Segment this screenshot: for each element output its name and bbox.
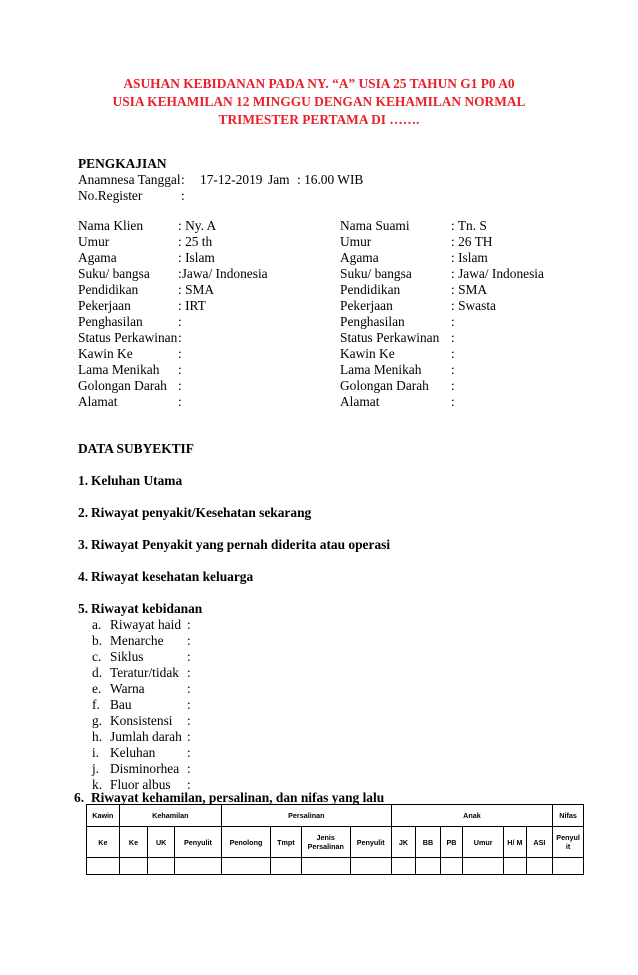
identity-label: Pekerjaan [78, 298, 131, 313]
identity-value: : [178, 378, 182, 393]
sub-item-letter: e. [92, 681, 102, 696]
header-jk: JK [391, 827, 416, 858]
identity-label: Status Perkawinan [78, 330, 178, 345]
header-penolong: Penolong [221, 827, 270, 858]
identity-label: Golongan Darah [340, 378, 429, 393]
section-riwayat-kebidanan: Riwayat kebidanan [91, 601, 203, 616]
section-riwayat-penyakit: Riwayat Penyakit yang pernah diderita atau operasi [91, 537, 391, 552]
identity-value: : Swasta [451, 298, 497, 313]
header-umur: Umur [463, 827, 504, 858]
header-nifas: Nifas [553, 805, 584, 827]
identity-value: : Islam [451, 250, 488, 265]
sub-item-label: Warna [110, 681, 145, 696]
identity-label: Status Perkawinan [340, 330, 440, 345]
identity-value: : [178, 314, 182, 329]
identity-label: Umur [340, 234, 372, 249]
identity-label: Lama Menikah [78, 362, 160, 377]
identity-label: Nama Suami [340, 218, 410, 233]
sub-item-sep: : [187, 745, 191, 760]
identity-label: Alamat [340, 394, 380, 409]
sub-item-sep: : [187, 681, 191, 696]
header-tmpt: Tmpt [271, 827, 302, 858]
sub-item-label: Siklus [110, 649, 144, 664]
register-separator: : [181, 188, 185, 203]
jam-value: : 16.00 WIB [297, 172, 364, 187]
identity-label: Lama Menikah [340, 362, 422, 377]
sub-item-letter: f. [92, 697, 100, 712]
header-ke: Ke [119, 827, 148, 858]
identity-value: : Jawa/ Indonesia [451, 266, 544, 281]
sub-item-label: Konsistensi [110, 713, 173, 728]
anamnesa-separator: : [181, 172, 185, 187]
sub-item-label: Bau [110, 697, 132, 712]
doc-title-line-1: ASUHAN KEBIDANAN PADA NY. “A” USIA 25 TAHUN G1 P0 A0 [123, 76, 515, 91]
sub-item-sep: : [187, 713, 191, 728]
sub-item-sep: : [187, 729, 191, 744]
header-hm: H/ M [504, 827, 526, 858]
sub-item-letter: i. [92, 745, 100, 760]
identity-value: : [178, 362, 182, 377]
header-asi: ASI [526, 827, 553, 858]
identity-value: : Ny. A [178, 218, 217, 233]
identity-value: : [451, 346, 455, 361]
sub-item-sep: : [187, 697, 191, 712]
sub-item-letter: b. [92, 633, 103, 648]
header-pb: PB [440, 827, 462, 858]
header-kawin-ke: Ke [87, 827, 120, 858]
identity-value: : 25 th [178, 234, 213, 249]
identity-value: : [451, 362, 455, 377]
register-label: No.Register [78, 188, 143, 203]
sub-item-letter: c. [92, 649, 102, 664]
sub-item-label: Menarche [110, 633, 164, 648]
header-jenis-persalinan: Jenis Persalinan [301, 827, 350, 858]
sub-item-label: Teratur/tidak [110, 665, 179, 680]
sub-item-label: Keluhan [110, 745, 156, 760]
header-anak: Anak [391, 805, 553, 827]
identity-label: Golongan Darah [78, 378, 167, 393]
section-riwayat-keluarga: Riwayat kesehatan keluarga [91, 569, 254, 584]
identity-label: Penghasilan [340, 314, 405, 329]
section-keluhan-utama: Keluhan Utama [91, 473, 183, 488]
section-number: 1. [78, 473, 89, 488]
section-number: 4. [78, 569, 89, 584]
table-group-header-row [87, 805, 584, 827]
identity-value: : IRT [178, 298, 206, 313]
sub-item-sep: : [187, 665, 191, 680]
header-penyulit-nifas: Penyul it [553, 827, 584, 858]
identity-label: Nama Klien [78, 218, 144, 233]
pengkajian-heading: PENGKAJIAN [78, 156, 167, 171]
sub-item-sep: : [187, 633, 191, 648]
identity-value: : [451, 330, 455, 345]
identity-label: Pekerjaan [340, 298, 393, 313]
identity-label: Kawin Ke [340, 346, 395, 361]
identity-label: Agama [78, 250, 117, 265]
header-persalinan: Persalinan [221, 805, 391, 827]
sub-item-sep: : [187, 649, 191, 664]
header-kawin: Kawin [87, 805, 120, 827]
section-riwayat-sekarang: Riwayat penyakit/Kesehatan sekarang [91, 505, 312, 520]
identity-label: Penghasilan [78, 314, 143, 329]
table-sub-header-row [87, 827, 584, 858]
sub-item-letter: g. [92, 713, 103, 728]
header-kehamilan: Kehamilan [119, 805, 221, 827]
identity-label: Agama [340, 250, 379, 265]
jam-label: Jam [268, 172, 290, 187]
sub-item-label: Fluor albus [110, 777, 171, 792]
sub-item-letter: a. [92, 617, 102, 632]
identity-label: Kawin Ke [78, 346, 133, 361]
sub-item-sep: : [187, 777, 191, 792]
sub-item-sep: : [187, 761, 191, 776]
identity-value: : [178, 394, 182, 409]
identity-label: Pendidikan [78, 282, 139, 297]
identity-value: : [178, 346, 182, 361]
identity-label: Suku/ bangsa [78, 266, 150, 281]
sub-item-letter: d. [92, 665, 103, 680]
identity-label: Suku/ bangsa [340, 266, 412, 281]
header-uk: UK [148, 827, 175, 858]
sub-item-sep: : [187, 617, 191, 632]
sub-item-label: Riwayat haid [110, 617, 182, 632]
sub-item-label: Jumlah darah [110, 729, 182, 744]
sub-item-letter: k. [92, 777, 103, 792]
identity-value: : [178, 330, 182, 345]
header-penyulit-kehamilan: Penyulit [174, 827, 221, 858]
sub-item-label: Disminorhea [110, 761, 180, 776]
section-number: 2. [78, 505, 89, 520]
identity-value: : [451, 394, 455, 409]
identity-value: : 26 TH [451, 234, 493, 249]
identity-label: Pendidikan [340, 282, 401, 297]
riwayat-kehamilan-table [86, 804, 584, 875]
identity-value: : SMA [451, 282, 488, 297]
header-penyulit-persalinan: Penyulit [350, 827, 391, 858]
identity-value: : [451, 378, 455, 393]
identity-value: :Jawa/ Indonesia [178, 266, 268, 281]
section-riwayat-kehamilan: Riwayat kehamilan, persalinan, dan nifas yang lalu [91, 790, 385, 805]
identity-value: : SMA [178, 282, 215, 297]
header-bb: BB [416, 827, 441, 858]
table-row [87, 858, 584, 875]
anamnesa-date: 17-12-2019 [200, 172, 263, 187]
subjektif-heading: DATA SUBYEKTIF [78, 441, 194, 456]
identity-label: Alamat [78, 394, 118, 409]
section-number: 5. [78, 601, 89, 616]
doc-title-line-3: TRIMESTER PERTAMA DI ……. [218, 112, 420, 127]
section-number: 3. [78, 537, 89, 552]
identity-value: : [451, 314, 455, 329]
doc-title-line-2: USIA KEHAMILAN 12 MINGGU DENGAN KEHAMILAN NORMAL [112, 94, 526, 109]
sub-item-letter: j. [92, 761, 100, 776]
identity-value: : Islam [178, 250, 215, 265]
section-number: 6. [74, 790, 85, 805]
anamnesa-label: Anamnesa Tanggal [78, 172, 181, 187]
sub-item-letter: h. [92, 729, 103, 744]
identity-value: : Tn. S [451, 218, 487, 233]
identity-label: Umur [78, 234, 110, 249]
